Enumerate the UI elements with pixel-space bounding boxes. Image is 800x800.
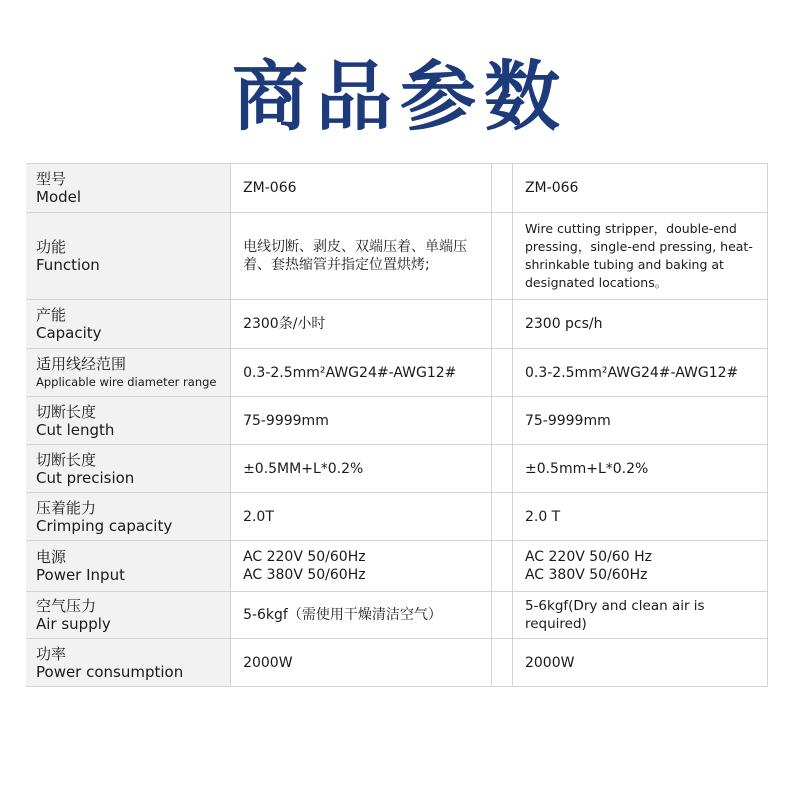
value-en-cell bbox=[512, 541, 768, 591]
label-en: Applicable wire diameter range bbox=[36, 374, 217, 389]
value-cn: 2000W bbox=[243, 654, 293, 671]
value-en-cell bbox=[512, 349, 768, 396]
value-en: 2.0 T bbox=[524, 508, 561, 525]
value-cn: 75-9999mm bbox=[243, 412, 329, 429]
value-en: Wire cutting stripper，double-end pressing，single-end pressing, heat-shrinkable tubing and baking at designated locations。 bbox=[524, 221, 753, 290]
value-en-cell bbox=[512, 493, 768, 540]
value-cn: 0.3-2.5mm²AWG24#-AWG12# bbox=[243, 364, 457, 381]
row-label bbox=[26, 445, 230, 492]
label-en: Capacity bbox=[36, 324, 102, 342]
value-en: 5-6kgf(Dry and clean air is required) bbox=[524, 598, 705, 632]
label-cn: 电源 bbox=[36, 548, 67, 566]
label-cn: 型号 bbox=[36, 170, 67, 188]
row-label bbox=[26, 213, 230, 299]
value-en: 75-9999mm bbox=[524, 412, 611, 429]
value-en-cell bbox=[512, 639, 768, 686]
label-en: Cut precision bbox=[36, 468, 135, 487]
table-row-cut-length bbox=[26, 397, 768, 445]
table-row-cut-precision bbox=[26, 445, 768, 493]
value-cn: ±0.5MM+L*0.2% bbox=[243, 460, 364, 477]
table-row-power-input bbox=[26, 541, 768, 592]
row-label bbox=[26, 639, 230, 686]
value-en: 2000W bbox=[524, 654, 575, 671]
value-cn: 2.0T bbox=[243, 508, 274, 525]
label-cn: 切断长度 bbox=[36, 402, 97, 421]
label-en: Function bbox=[36, 256, 100, 274]
table-row-function bbox=[26, 213, 768, 300]
value-cn-cell bbox=[230, 397, 492, 444]
row-label bbox=[26, 349, 230, 396]
spec-table bbox=[26, 163, 768, 687]
table-row-air-supply bbox=[26, 592, 768, 639]
value-cn: 2300条/小时 bbox=[243, 316, 326, 332]
label-cn: 压着能力 bbox=[36, 498, 97, 517]
value-cn-cell bbox=[230, 541, 492, 591]
value-en: ±0.5mm+L*0.2% bbox=[524, 460, 649, 477]
value-cn-cell bbox=[230, 213, 492, 299]
value-en-cell bbox=[512, 592, 768, 638]
row-label bbox=[26, 397, 230, 444]
row-label bbox=[26, 300, 230, 348]
label-en: Crimping capacity bbox=[36, 516, 173, 535]
value-en-cell bbox=[512, 445, 768, 492]
table-row-crimping bbox=[26, 493, 768, 541]
row-label bbox=[26, 592, 230, 638]
value-en: ZM-066 bbox=[524, 180, 579, 196]
value-en: AC 220V 50/60 Hz AC 380V 50/60Hz bbox=[524, 549, 652, 583]
value-cn-cell bbox=[230, 592, 492, 638]
label-cn: 切断长度 bbox=[36, 450, 97, 469]
value-cn-cell bbox=[230, 493, 492, 540]
label-cn: 功率 bbox=[36, 644, 67, 663]
value-cn-cell bbox=[230, 445, 492, 492]
value-cn-cell bbox=[230, 349, 492, 396]
label-en: Power Input bbox=[36, 566, 125, 584]
table-row-power-consumption bbox=[26, 639, 768, 687]
value-en: 2300 pcs/h bbox=[524, 316, 603, 332]
value-en: 0.3-2.5mm²AWG24#-AWG12# bbox=[524, 364, 739, 381]
row-label bbox=[26, 164, 230, 212]
value-cn: ZM-066 bbox=[243, 180, 297, 196]
value-cn-cell bbox=[230, 300, 492, 348]
value-en-cell bbox=[512, 397, 768, 444]
value-cn: 5-6kgf（需使用干燥清洁空气） bbox=[243, 607, 442, 623]
value-en-cell bbox=[512, 164, 768, 212]
value-en-cell bbox=[512, 213, 768, 299]
label-en: Power consumption bbox=[36, 662, 184, 681]
value-cn: 电线切断、剥皮、双端压着、单端压着、套热缩管并指定位置烘烤; bbox=[243, 239, 468, 273]
label-cn: 功能 bbox=[36, 238, 67, 256]
label-en: Air supply bbox=[36, 615, 111, 633]
table-row-model bbox=[26, 163, 768, 213]
label-en: Model bbox=[36, 188, 82, 206]
row-label bbox=[26, 541, 230, 591]
table-row-wire-range bbox=[26, 349, 768, 397]
label-cn: 产能 bbox=[36, 306, 67, 324]
value-cn-cell bbox=[230, 639, 492, 686]
label-en: Cut length bbox=[36, 420, 115, 439]
table-row-capacity bbox=[26, 300, 768, 349]
value-cn: AC 220V 50/60Hz AC 380V 50/60Hz bbox=[243, 549, 366, 583]
page-title: 商品参数 bbox=[232, 52, 568, 141]
value-cn-cell bbox=[230, 164, 492, 212]
label-cn: 空气压力 bbox=[36, 597, 97, 615]
row-label bbox=[26, 493, 230, 540]
label-cn: 适用线经范围 bbox=[36, 354, 127, 373]
value-en-cell bbox=[512, 300, 768, 348]
